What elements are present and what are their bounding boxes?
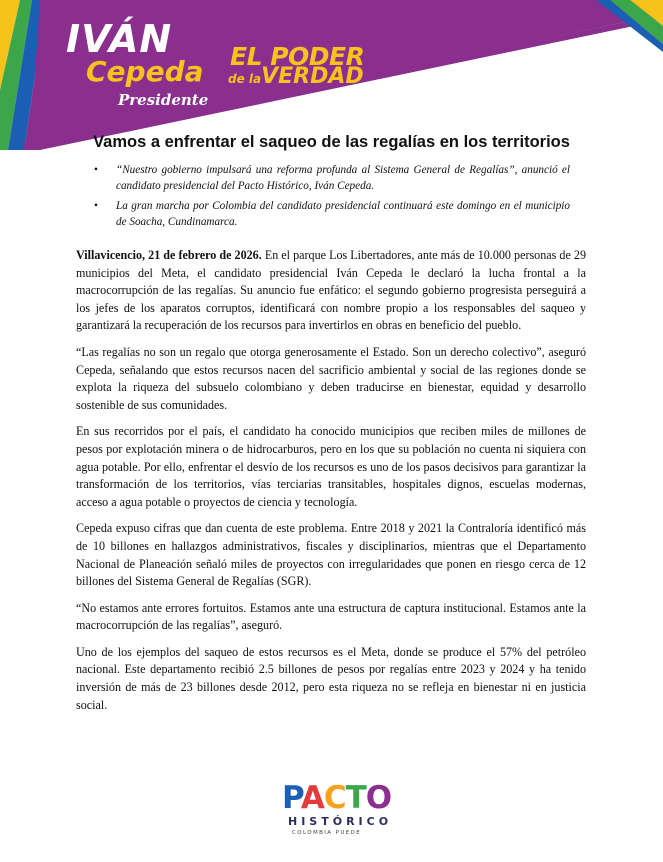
dateline: Villavicencio, 21 de febrero de 2026. [76,248,262,262]
paragraph-1 [76,247,586,335]
candidate-first-name: IVÁN [66,17,173,61]
summary-bullets [94,162,570,234]
document-title: Vamos a enfrentar el saqueo de las regalías en los territorios [93,133,570,151]
logo-letter: P [282,780,301,816]
bullet-item [94,198,570,230]
logo-word [282,780,392,816]
pacto-historico-logo [282,780,393,847]
bullet-text: “Nuestro gobierno impulsará una reforma profunda al Sistema General de Regalías”, anunció el candidato presidencial del Pacto Histórico, Iván Cepeda. [116,164,570,192]
logo-letter: O [365,780,392,816]
logo-letter: C [323,780,346,816]
logo-subtitle: HISTÓRICO [288,815,393,828]
logo-letter: A [300,780,324,816]
bullet-item [94,162,570,194]
paragraph-1-text: En el parque Los Libertadores, ante más de 10.000 personas de 29 municipios del Meta, el candidato presidencial Iván Cepeda le declaró la lucha frontal a la macrocorrupción de las regalías. Su anuncio fue enfático: el segundo gobierno progresista perseguirá a los jefes de los aparatos corruptos, identificará con nombre propio a los responsables del saqueo y garantizará la recuperación de los recursos para invertirlos en obras en beneficio del pueblo. [76,248,586,333]
paragraph-4: Cepeda expuso cifras que dan cuenta de este problema. Entre 2018 y 2021 la Contraloría identificó más de 10 billones en hallazgos administrativos, fiscales y disciplinarios, mientras que el Departamento Nacional de Planeación señaló miles de proyectos con irregularidades que ponen en riesgo cerca de 12 billones del Sistema General de Regalías (SGR). [76,521,586,589]
paragraph-6: Uno de los ejemplos del saqueo de estos recursos es el Meta, donde se produce el 57% del petróleo nacional. Este departamento recibió 2.5 billones de pesos por regalías entre 2023 y 2024 y ha tenido inversión de más de 23 billones desde 2012, pero esta riqueza no se refleja en bienestar ni en justicia social. [76,644,586,712]
bullet-dot-icon: • [94,164,98,176]
slogan-line-2-small: de la [228,72,262,86]
bullet-text: La gran marcha por Colombia del candidato presidencial continuará este domingo en el municipio de Soacha, Cundinamarca. [116,200,570,228]
header-banner [0,0,663,150]
candidate-last-name: Cepeda [86,55,204,88]
logo-tagline: COLOMBIA PUEDE [292,830,362,836]
slogan-line-2-big: VERDAD [261,64,364,89]
slogan-line-1: EL PODER [230,42,365,71]
paragraph-5: “No estamos ante errores fortuitos. Estamos ante una estructura de captura institucional. Estamos ante la macrocorrupción de las regalías”, aseguró. [76,600,586,633]
paragraph-2: “Las regalías no son un regalo que otorga generosamente el Estado. Son un derecho colectivo”, aseguró Cepeda, señalando que estos recursos nacen del sacrificio ambiental y social de las regiones donde se explota la riqueza del subsuelo colombiano y deben traducirse en bienestar, equidad y desarrollo sostenible de sus comunidades. [76,344,586,412]
slogan-line-2 [228,66,364,88]
logo-letter: T [345,780,366,816]
candidate-role: Presidente [118,91,209,109]
bullet-dot-icon: • [94,200,98,212]
document-body [76,247,586,723]
paragraph-3: En sus recorridos por el país, el candidato ha conocido municipios que reciben miles de millones de pesos por explotación minera o de hidrocarburos, pero en los que su población no cuenta ni siquiera con agua potable. Por ello, enfrentar el desvío de los recursos es uno de los pasos decisivos para garantizar la transformación de los territorios, vías terciarias transitables, hospitales dignos, escuelas modernas, acceso a agua potable o proyectos de ciencia y tecnología. [76,424,586,509]
